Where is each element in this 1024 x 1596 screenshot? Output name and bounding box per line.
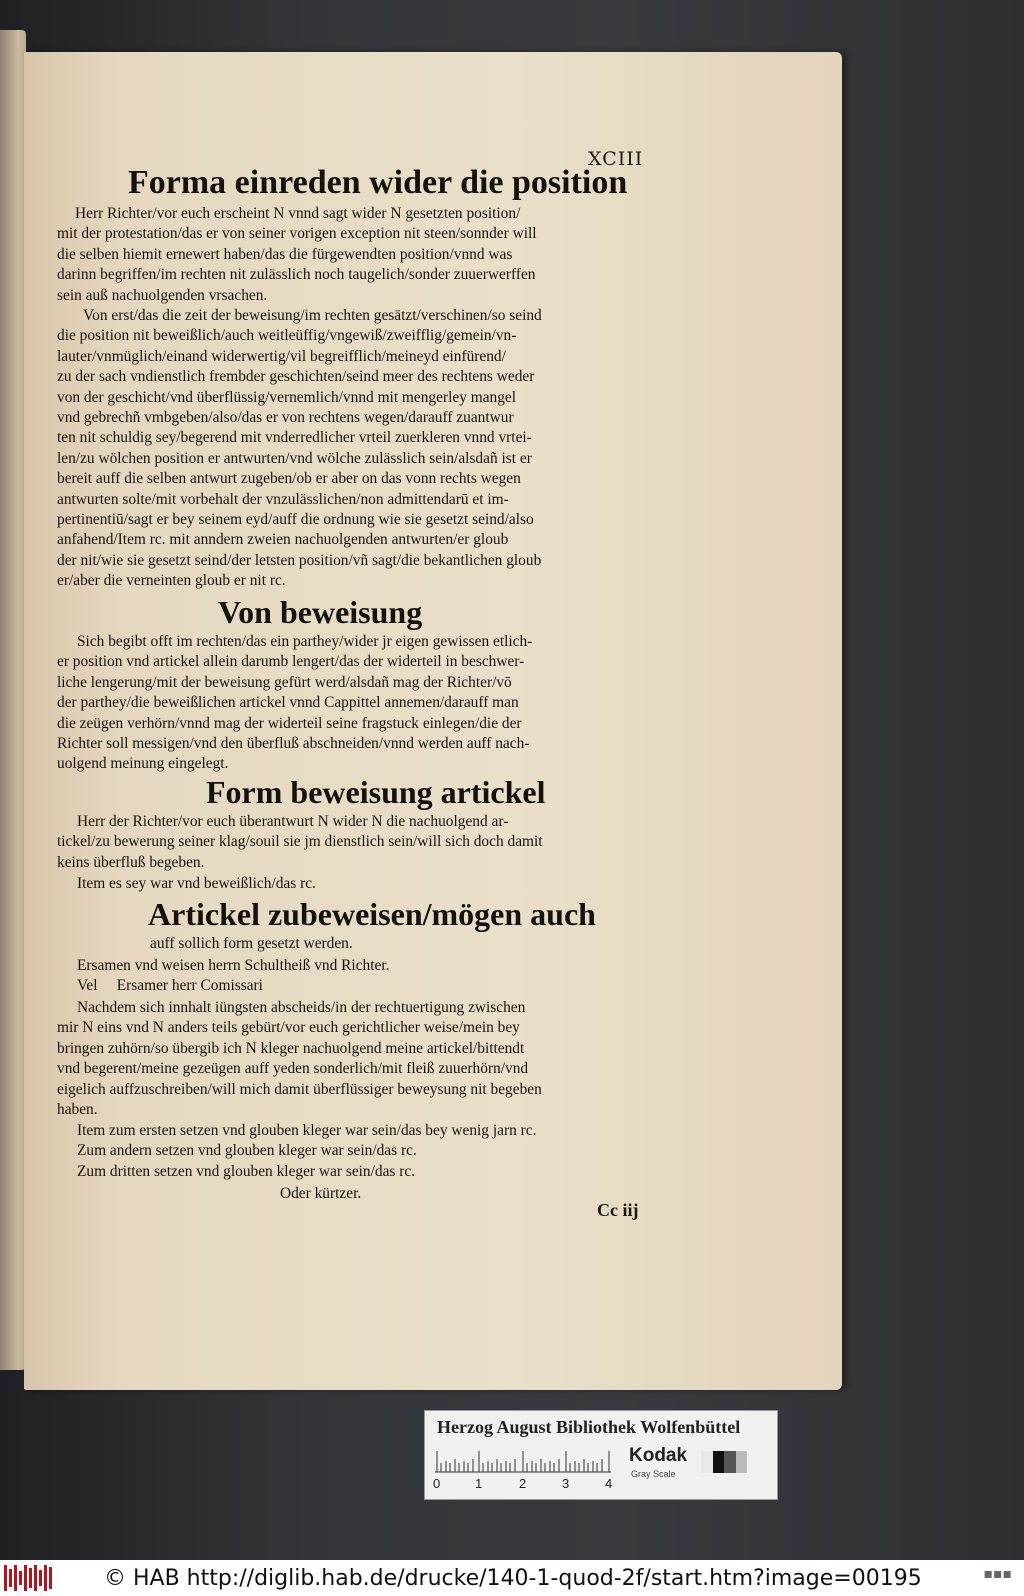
library-name: Herzog August Bibliothek Wolfenbüttel <box>437 1417 741 1437</box>
vel-word: Vel <box>77 977 98 995</box>
text-line: Oder kürtzer. <box>280 1185 362 1202</box>
ruler-number: 2 <box>519 1476 527 1491</box>
text-line: eigelich auffzuschreiben/will mich damit überflüssiger beweysung nit begeben <box>57 1080 542 1098</box>
text-line: Sich begibt offt im rechten/das ein parthey/wider jr eigen gewissen etlich- <box>77 633 533 650</box>
ruler-number: 0 <box>433 1476 441 1491</box>
text-line: Item es sey war vnd beweißlich/das rc. <box>77 875 316 892</box>
text-line: er/aber die verneinten gloub er nit rc. <box>57 572 286 590</box>
menu-dots-icon[interactable]: ▪▪▪ <box>983 1566 1012 1582</box>
text-line <box>57 976 689 996</box>
text-line: Zum dritten setzen vnd glouben kleger war sein/das rc. <box>77 1162 416 1180</box>
section1-paragraph-2 <box>57 306 689 592</box>
kodak-logo: Kodak <box>629 1445 688 1466</box>
text-line: Ersamen vnd weisen herrn Schultheiß vnd Richter. <box>77 957 390 974</box>
section4-items <box>57 1121 689 1182</box>
text-line: len/zu wölchen position er antwurten/vnd wölche zulässlich sein/alsdañ ist er <box>57 449 532 467</box>
text-line: auff sollich form gesetzt werden. <box>150 935 353 952</box>
text-line: Nachdem sich innhalt iüngsten abscheids/in der rechtuertigung zwischen <box>77 999 526 1016</box>
text-line: Herr der Richter/vor euch überantwurt N wider N die nachuolgend ar- <box>77 813 509 830</box>
ruler-number: 1 <box>475 1476 483 1491</box>
text-line: bringen zuhörn/so übergib ich N kleger nachuolgend meine artickel/bittendt <box>57 1039 525 1057</box>
text-line: uolgend meinung eingelegt. <box>57 755 229 773</box>
footer-bar <box>0 1560 1024 1596</box>
copyright-url[interactable]: © HAB http://diglib.hab.de/drucke/140-1-quod-2f/start.htm?image=00195 <box>104 1565 922 1591</box>
section4-closing <box>280 1184 480 1204</box>
text-line: keins überfluß begeben. <box>57 853 205 871</box>
heading-von-beweisung: Von beweisung <box>218 594 423 630</box>
text-line: er position vnd artickel allein darumb lengert/das der widerteil in beschwer- <box>57 653 525 671</box>
text-line: der nit/wie sie gesetzt seind/der letsten position/vñ sagt/die bekantlichen gloub <box>57 551 542 569</box>
text-line: von der geschicht/vnd überflüssig/vernemlich/vnnd mit mengerley mangel <box>57 388 517 406</box>
text-line: tickel/zu bewerung seiner klag/souil sie jm dienstlich sein/will sich doch damit <box>57 833 543 851</box>
section4-address <box>57 956 689 997</box>
text-line: lauter/vnmüglich/einand widerwertig/vil begreifflich/meineyd einfürend/ <box>57 347 506 365</box>
text-line: bereit auff die selben antwurt zugeben/ob er aber on das vonn rechts wegen <box>57 470 521 488</box>
ruler-icon <box>435 1447 611 1473</box>
text-line: die zeügen verhörn/vnnd mag der widerteil seine fragstuck einlegen/die der <box>57 714 522 732</box>
page-number: XCIII <box>588 148 644 170</box>
gray-scale-patch <box>701 1451 747 1473</box>
section3-paragraph-1 <box>57 812 689 873</box>
signature-mark: Cc iij <box>597 1200 639 1220</box>
gray-scale-label: Gray Scale <box>631 1469 676 1479</box>
text-line: Herr Richter/vor euch erscheint N vnnd sagt wider N gesetzten position/ <box>75 205 521 222</box>
heading-form-beweisung-artickel: Form beweisung artickel <box>206 774 546 810</box>
section4-body <box>57 998 689 1120</box>
section2-paragraph <box>57 632 689 775</box>
heading-forma-einreden: Forma einreden wider die position <box>128 164 628 201</box>
text-line: der parthey/die beweißlichen artickel vnnd Cappittel annemen/darauff man <box>57 694 519 712</box>
section4-subheading <box>150 934 550 954</box>
text-line: Item zum ersten setzen vnd glouben kleger war sein/das bey wenig jarn rc. <box>77 1122 537 1139</box>
color-scale-card <box>424 1410 778 1500</box>
text-line: vnd gebrechñ vmbgeben/also/das er von rechtens wegen/darauff zuantwur <box>57 409 514 427</box>
text-line: pertinentiū/sagt er bey seinem eyd/auff die ordnung wie sie gesetzt seind/also <box>57 511 534 529</box>
ruler-number: 3 <box>562 1476 570 1491</box>
text-line: die position nit beweißlich/auch weitleüffig/vngewiß/zweifflig/gemein/vn- <box>57 327 517 345</box>
section3-paragraph-2 <box>57 874 689 894</box>
address-text: Ersamer herr Comissari <box>116 977 263 995</box>
text-line: vnd begerent/meine gezeügen auff yeden sonderlich/mit fleiß zuuerhörn/vnd <box>57 1060 529 1078</box>
text-line: liche lengerung/mit der beweisung gefürt werd/alsdañ mag der Richter/vō <box>57 673 512 691</box>
text-line: Von erst/das die zeit der beweisung/im rechten gesätzt/verschinen/so seind <box>83 307 542 324</box>
text-line: zu der sach vndienstlich frembder geschichten/seind meer des rechtens weder <box>57 368 535 386</box>
text-line: darinn begriffen/im rechten nit zulässlich noch taugelich/sonder zuuerwerffen <box>57 266 536 284</box>
text-line: antwurten solte/mit vorbehalt der vnzulässlichen/non admittendarū et im- <box>57 490 509 508</box>
text-line: sein auß nachuolgenden vrsachen. <box>57 286 268 304</box>
previous-page-edge <box>0 30 26 1370</box>
text-line: mit der protestation/das er von seiner vorigen exception nit steen/sonnder will <box>57 225 537 243</box>
text-line: anfahend/Item rc. mit anndern zweien nachuolgenden antwurten/er gloub <box>57 531 509 549</box>
hab-logo-icon <box>4 1563 56 1593</box>
text-line: Richter soll messigen/vnd den überfluß abschneiden/vnnd werden auff nach- <box>57 735 530 753</box>
text-line: mir N eins vnd N anders teils gebürt/vor euch gerichtlicher weise/mein bey <box>57 1019 520 1037</box>
text-line: Zum andern setzen vnd glouben kleger war sein/das rc. <box>77 1142 417 1160</box>
text-line: ten nit schuldig sey/begerend mit vnderredlicher vrteil zuerkleren vnnd vrtei- <box>57 429 532 447</box>
text-line: haben. <box>57 1101 98 1119</box>
ruler-number: 4 <box>605 1476 613 1491</box>
section1-paragraph-1 <box>57 204 689 306</box>
text-line: die selben hiemit ernewert haben/das die fürgewendten position/vnnd was <box>57 245 513 263</box>
heading-artickel-zubeweisen: Artickel zubeweisen/mögen auch <box>148 896 596 932</box>
